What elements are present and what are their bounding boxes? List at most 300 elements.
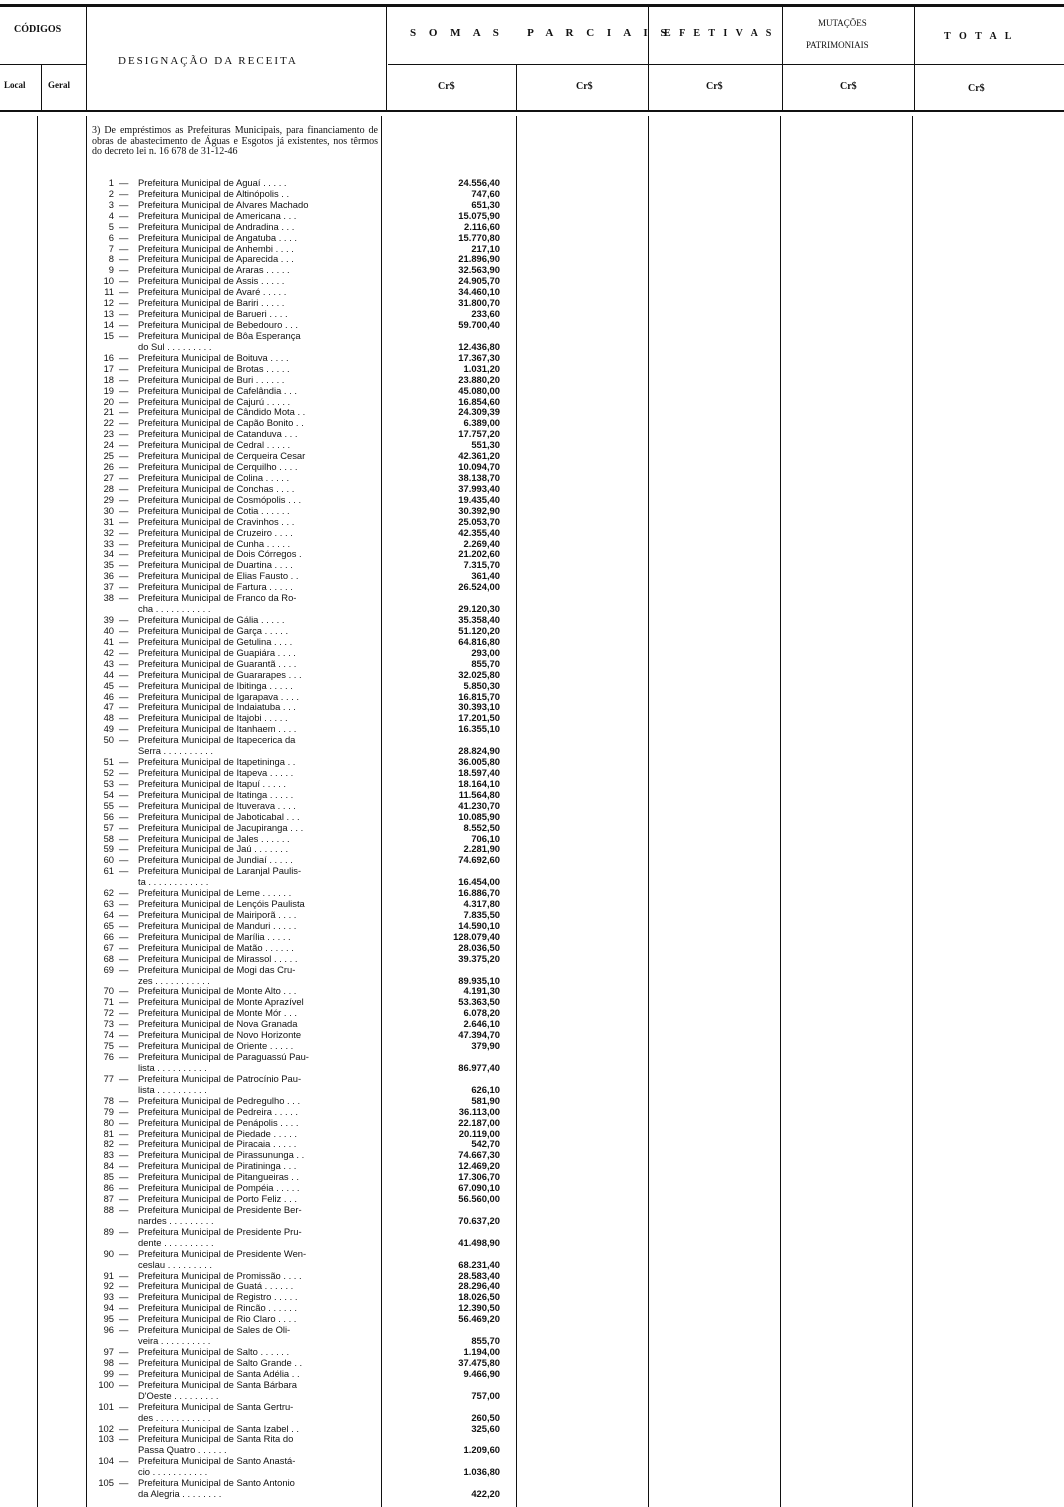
row-number: 66 bbox=[103, 930, 114, 942]
codigos-right-rule bbox=[86, 6, 87, 110]
row-partial-sum: 23.880,20 bbox=[458, 373, 500, 385]
table-row bbox=[0, 1303, 1064, 1314]
table-row bbox=[0, 932, 1064, 943]
row-designation: Prefeitura Municipal de Americana . . . bbox=[138, 210, 297, 221]
row-partial-sum: 11.564,80 bbox=[458, 788, 500, 800]
table-row bbox=[0, 1139, 1064, 1150]
row-designation: Prefeitura Municipal de Jundiaí . . . . . bbox=[138, 855, 293, 866]
table-row bbox=[0, 571, 1064, 582]
row-designation: Prefeitura Municipal de Ituverava . . . . bbox=[138, 800, 296, 811]
currency-total: Cr$ bbox=[968, 83, 985, 94]
row-number: 50 bbox=[103, 734, 114, 746]
table-row bbox=[0, 965, 1064, 987]
row-dash: — bbox=[119, 1094, 129, 1106]
row-designation: Prefeitura Municipal de Itatinga . . . . . bbox=[138, 789, 294, 800]
table-row bbox=[0, 834, 1064, 845]
row-number: 55 bbox=[103, 799, 114, 811]
table-row bbox=[0, 517, 1064, 528]
row-dash: — bbox=[119, 297, 129, 309]
row-designation: Prefeitura Municipal de Guapiára . . . . bbox=[138, 647, 296, 658]
row-partial-sum: 6.389,00 bbox=[463, 417, 500, 429]
table-row bbox=[0, 276, 1064, 287]
row-designation: Prefeitura Municipal de Cerqueira Cesar bbox=[138, 451, 306, 462]
currency-row-divider bbox=[388, 64, 1064, 65]
table-row bbox=[0, 997, 1064, 1008]
row-designation: Prefeitura Municipal de Laranjal Paulis- bbox=[138, 866, 302, 877]
row-designation-continued: lista . . . . . . . . . . bbox=[138, 1083, 207, 1095]
mutacoes-right-rule bbox=[914, 6, 915, 110]
row-designation: Prefeitura Municipal de Jacupiranga . . . bbox=[138, 822, 304, 833]
row-dash: — bbox=[119, 592, 129, 604]
table-row bbox=[0, 178, 1064, 189]
row-designation: Prefeitura Municipal de Capão Bonito . . bbox=[138, 418, 304, 429]
row-number: 4 bbox=[108, 209, 114, 221]
total-header: T O T A L bbox=[944, 31, 1015, 42]
row-dash: — bbox=[119, 690, 129, 702]
row-dash: — bbox=[119, 504, 129, 516]
row-dash: — bbox=[119, 1291, 129, 1303]
efetivas-header: E F E T I V A S bbox=[664, 28, 775, 39]
row-dash: — bbox=[119, 187, 129, 199]
row-designation: Prefeitura Municipal de Salto . . . . . . bbox=[138, 1347, 290, 1358]
row-designation: Prefeitura Municipal de Dois Córregos . bbox=[138, 549, 302, 560]
row-number: 68 bbox=[103, 952, 114, 964]
table-row bbox=[0, 844, 1064, 855]
row-designation: Prefeitura Municipal de Lençóis Paulista bbox=[138, 899, 305, 910]
table-row bbox=[0, 287, 1064, 298]
row-partial-sum: 56.469,20 bbox=[458, 1313, 500, 1325]
row-dash: — bbox=[119, 887, 129, 899]
row-number: 12 bbox=[103, 297, 114, 309]
table-row bbox=[0, 681, 1064, 692]
row-designation: Prefeitura Municipal de Assis . . . . . bbox=[138, 276, 285, 287]
table-row bbox=[0, 462, 1064, 473]
row-partial-sum: 14.590,10 bbox=[458, 919, 500, 931]
row-partial-sum: 5.850,30 bbox=[463, 679, 500, 691]
row-partial-sum: 757,00 bbox=[471, 1389, 500, 1401]
row-dash: — bbox=[119, 1116, 129, 1128]
row-dash: — bbox=[119, 209, 129, 221]
row-partial-sum: 28.036,50 bbox=[458, 941, 500, 953]
row-dash: — bbox=[119, 952, 129, 964]
row-dash: — bbox=[119, 559, 129, 571]
row-designation: Prefeitura Municipal de Aguaí . . . . . bbox=[138, 178, 287, 188]
somas-inner-rule bbox=[516, 64, 517, 110]
row-dash: — bbox=[119, 624, 129, 636]
row-dash: — bbox=[119, 461, 129, 473]
row-dash: — bbox=[119, 766, 129, 778]
row-number: 103 bbox=[98, 1433, 114, 1445]
row-dash: — bbox=[119, 450, 129, 462]
row-designation: Prefeitura Municipal de Oriente . . . . . bbox=[138, 1041, 294, 1052]
table-row bbox=[0, 298, 1064, 309]
table-row bbox=[0, 1380, 1064, 1402]
row-number: 92 bbox=[103, 1280, 114, 1292]
row-designation: Prefeitura Municipal de Indaiatuba . . . bbox=[138, 702, 296, 713]
row-partial-sum: 32.025,80 bbox=[458, 668, 500, 680]
row-dash: — bbox=[119, 635, 129, 647]
row-dash: — bbox=[119, 537, 129, 549]
row-designation: Prefeitura Municipal de Catanduva . . . bbox=[138, 429, 298, 440]
row-designation-continued: veira . . . . . . . . . . bbox=[138, 1335, 211, 1347]
row-partial-sum: 581,90 bbox=[471, 1094, 500, 1106]
row-dash: — bbox=[119, 1302, 129, 1314]
table-row bbox=[0, 528, 1064, 539]
row-number: 43 bbox=[103, 657, 114, 669]
row-dash: — bbox=[119, 821, 129, 833]
row-number: 58 bbox=[103, 832, 114, 844]
row-dash: — bbox=[119, 898, 129, 910]
row-number: 32 bbox=[103, 526, 114, 538]
row-dash: — bbox=[119, 362, 129, 374]
row-dash: — bbox=[119, 198, 129, 210]
row-number: 54 bbox=[103, 788, 114, 800]
row-partial-sum: 28.824,90 bbox=[458, 745, 500, 757]
row-number: 1 bbox=[108, 177, 114, 188]
row-designation: Prefeitura Municipal de Aparecida . . . bbox=[138, 254, 294, 265]
row-number: 27 bbox=[103, 471, 114, 483]
row-dash: — bbox=[119, 395, 129, 407]
table-row bbox=[0, 1292, 1064, 1303]
efetivas-right-rule bbox=[782, 6, 783, 110]
row-dash: — bbox=[119, 865, 129, 877]
row-designation: Prefeitura Municipal de Cerquilho . . . . bbox=[138, 462, 298, 473]
row-number: 23 bbox=[103, 428, 114, 440]
row-designation: Prefeitura Municipal de Guararapes . . . bbox=[138, 669, 302, 680]
row-partial-sum: 21.202,60 bbox=[458, 548, 500, 560]
row-number: 86 bbox=[103, 1182, 114, 1194]
row-partial-sum: 9.466,90 bbox=[463, 1367, 500, 1379]
row-dash: — bbox=[119, 286, 129, 298]
row-number: 88 bbox=[103, 1204, 114, 1215]
row-dash: — bbox=[119, 275, 129, 287]
table-row bbox=[0, 1183, 1064, 1194]
table-row bbox=[0, 397, 1064, 408]
row-designation: Prefeitura Municipal de Cajurú . . . . . bbox=[138, 396, 291, 407]
row-partial-sum: 2.281,90 bbox=[463, 843, 500, 855]
row-dash: — bbox=[119, 701, 129, 713]
table-row bbox=[0, 1008, 1064, 1019]
table-row bbox=[0, 364, 1064, 375]
designacao-header: DESIGNAÇÃO DA RECEITA bbox=[118, 55, 298, 67]
local-geral-divider bbox=[41, 64, 42, 110]
table-row bbox=[0, 757, 1064, 768]
table-row bbox=[0, 440, 1064, 451]
row-dash: — bbox=[119, 788, 129, 800]
row-partial-sum: 10.094,70 bbox=[458, 461, 500, 473]
row-number: 39 bbox=[103, 614, 114, 626]
row-partial-sum: 1.031,20 bbox=[463, 362, 500, 374]
row-dash: — bbox=[119, 177, 129, 188]
row-number: 37 bbox=[103, 581, 114, 593]
row-number: 19 bbox=[103, 384, 114, 396]
table-row bbox=[0, 1281, 1064, 1292]
row-dash: — bbox=[119, 1105, 129, 1117]
row-number: 49 bbox=[103, 723, 114, 735]
row-number: 104 bbox=[98, 1455, 114, 1467]
table-row bbox=[0, 418, 1064, 429]
row-dash: — bbox=[119, 417, 129, 429]
row-partial-sum: 10.085,90 bbox=[458, 810, 500, 822]
row-partial-sum: 74.667,30 bbox=[458, 1149, 500, 1161]
table-row bbox=[0, 1161, 1064, 1172]
table-row bbox=[0, 713, 1064, 724]
table-row bbox=[0, 790, 1064, 801]
row-dash: — bbox=[119, 1018, 129, 1030]
row-dash: — bbox=[119, 329, 129, 341]
table-row bbox=[0, 1030, 1064, 1041]
row-partial-sum: 37.475,80 bbox=[458, 1356, 500, 1368]
table-row bbox=[0, 768, 1064, 779]
row-dash: — bbox=[119, 1455, 129, 1467]
row-designation-continued: dente . . . . . . . . . . bbox=[138, 1236, 214, 1248]
row-dash: — bbox=[119, 646, 129, 658]
row-designation: Prefeitura Municipal de Pompéia . . . . . bbox=[138, 1183, 300, 1194]
row-designation: Prefeitura Municipal de Jales . . . . . . bbox=[138, 833, 290, 844]
table-row bbox=[0, 670, 1064, 681]
table-row bbox=[0, 1347, 1064, 1358]
row-partial-sum: 19.435,40 bbox=[458, 493, 500, 505]
row-dash: — bbox=[119, 1280, 129, 1292]
row-number: 22 bbox=[103, 417, 114, 429]
row-dash: — bbox=[119, 351, 129, 363]
row-number: 5 bbox=[108, 220, 114, 232]
row-dash: — bbox=[119, 319, 129, 331]
row-dash: — bbox=[119, 406, 129, 418]
table-row bbox=[0, 1271, 1064, 1282]
table-row bbox=[0, 407, 1064, 418]
table-row bbox=[0, 986, 1064, 997]
table-row bbox=[0, 1096, 1064, 1107]
row-partial-sum: 18.026,50 bbox=[458, 1291, 500, 1303]
row-number: 75 bbox=[103, 1040, 114, 1052]
table-row bbox=[0, 320, 1064, 331]
row-designation: Prefeitura Municipal de Presidente Pru- bbox=[138, 1226, 302, 1237]
row-dash: — bbox=[119, 843, 129, 855]
table-row bbox=[0, 1041, 1064, 1052]
table-row bbox=[0, 484, 1064, 495]
row-number: 47 bbox=[103, 701, 114, 713]
row-partial-sum: 379,90 bbox=[471, 1040, 500, 1052]
table-row bbox=[0, 899, 1064, 910]
row-number: 46 bbox=[103, 690, 114, 702]
mutacoes-header-line2: PATRIMONIAIS bbox=[806, 40, 869, 50]
row-partial-sum: 855,70 bbox=[471, 1335, 500, 1347]
row-partial-sum: 651,30 bbox=[471, 198, 500, 210]
row-designation: Prefeitura Municipal de Ibitinga . . . . . bbox=[138, 680, 293, 691]
row-number: 74 bbox=[103, 1029, 114, 1041]
row-partial-sum: 64.816,80 bbox=[458, 635, 500, 647]
currency-somas-1: Cr$ bbox=[438, 81, 455, 92]
row-designation: Prefeitura Municipal de Paraguassú Pau- bbox=[138, 1052, 309, 1063]
row-dash: — bbox=[119, 1149, 129, 1161]
row-partial-sum: 70.637,20 bbox=[458, 1214, 500, 1226]
table-row bbox=[0, 1249, 1064, 1271]
row-partial-sum: 41.230,70 bbox=[458, 799, 500, 811]
row-partial-sum: 16.355,10 bbox=[458, 723, 500, 735]
row-partial-sum: 16.854,60 bbox=[458, 395, 500, 407]
row-partial-sum: 233,60 bbox=[471, 308, 500, 320]
row-dash: — bbox=[119, 919, 129, 931]
row-partial-sum: 20.119,00 bbox=[458, 1127, 500, 1139]
row-designation: Prefeitura Municipal de Cafelândia . . . bbox=[138, 385, 297, 396]
row-designation-continued: Serra . . . . . . . . . . bbox=[138, 745, 214, 757]
row-number: 34 bbox=[103, 548, 114, 560]
geral-header: Geral bbox=[48, 80, 70, 90]
row-designation-continued: Passa Quatro . . . . . . bbox=[138, 1444, 227, 1456]
table-row bbox=[0, 1107, 1064, 1118]
row-number: 102 bbox=[98, 1422, 114, 1434]
row-partial-sum: 24.905,70 bbox=[458, 275, 500, 287]
header-top-rule bbox=[0, 4, 1064, 7]
row-partial-sum: 18.164,10 bbox=[458, 777, 500, 789]
row-designation: Prefeitura Municipal de Mirassol . . . . . bbox=[138, 953, 298, 964]
table-row bbox=[0, 593, 1064, 615]
row-number: 73 bbox=[103, 1018, 114, 1030]
row-partial-sum: 2.116,60 bbox=[464, 220, 500, 232]
row-number: 38 bbox=[103, 592, 114, 604]
table-row bbox=[0, 375, 1064, 386]
row-partial-sum: 29.120,30 bbox=[458, 603, 500, 615]
row-number: 40 bbox=[103, 624, 114, 636]
row-designation: Prefeitura Municipal de Piratininga . . . bbox=[138, 1161, 297, 1172]
row-dash: — bbox=[119, 1367, 129, 1379]
row-designation: Prefeitura Municipal de Cosmópolis . . . bbox=[138, 494, 302, 505]
row-partial-sum: 7.835,50 bbox=[463, 909, 500, 921]
row-partial-sum: 21.896,90 bbox=[458, 253, 500, 265]
row-designation: Prefeitura Municipal de Buri . . . . . . bbox=[138, 374, 285, 385]
row-dash: — bbox=[119, 1247, 129, 1259]
row-designation: Prefeitura Municipal de Bebedouro . . . bbox=[138, 320, 298, 331]
row-designation: Prefeitura Municipal de Cândido Mota . . bbox=[138, 407, 306, 418]
row-designation: Prefeitura Municipal de Pirassununga . . bbox=[138, 1150, 305, 1161]
somas-right-rule bbox=[648, 6, 649, 110]
row-number: 72 bbox=[103, 1007, 114, 1019]
row-number: 94 bbox=[103, 1302, 114, 1314]
table-row bbox=[0, 1118, 1064, 1129]
row-designation: Prefeitura Municipal de Santa Rita do bbox=[138, 1434, 294, 1445]
row-number: 41 bbox=[103, 635, 114, 647]
row-number: 42 bbox=[103, 646, 114, 658]
row-dash: — bbox=[119, 799, 129, 811]
header-bottom-rule bbox=[0, 110, 1064, 112]
row-dash: — bbox=[119, 909, 129, 921]
row-designation-continued: ta . . . . . . . . . . . . bbox=[138, 876, 209, 888]
row-partial-sum: 12.436,80 bbox=[458, 340, 500, 352]
row-dash: — bbox=[119, 810, 129, 822]
row-number: 97 bbox=[103, 1346, 114, 1358]
row-partial-sum: 89.935,10 bbox=[458, 974, 500, 986]
row-partial-sum: 16.454,00 bbox=[458, 876, 500, 888]
row-number: 2 bbox=[108, 187, 114, 199]
row-partial-sum: 67.090,10 bbox=[458, 1182, 500, 1194]
row-designation: Prefeitura Municipal de Itapuí . . . . . bbox=[138, 778, 286, 789]
row-number: 25 bbox=[103, 450, 114, 462]
row-dash: — bbox=[119, 1313, 129, 1325]
table-row bbox=[0, 200, 1064, 211]
local-header: Local bbox=[4, 80, 26, 90]
table-row bbox=[0, 1172, 1064, 1183]
row-partial-sum: 36.005,80 bbox=[458, 756, 500, 768]
row-dash: — bbox=[119, 1356, 129, 1368]
row-designation: Prefeitura Municipal de Bariri . . . . . bbox=[138, 298, 285, 309]
table-row bbox=[0, 222, 1064, 233]
row-dash: — bbox=[119, 1422, 129, 1434]
row-number: 65 bbox=[103, 919, 114, 931]
table-row bbox=[0, 812, 1064, 823]
row-partial-sum: 35.358,40 bbox=[458, 614, 500, 626]
row-partial-sum: 16.815,70 bbox=[458, 690, 500, 702]
row-designation: Prefeitura Municipal de Mogi das Cru- bbox=[138, 964, 296, 975]
row-number: 82 bbox=[103, 1138, 114, 1150]
row-number: 31 bbox=[103, 515, 114, 527]
table-row bbox=[0, 855, 1064, 866]
row-designation: Prefeitura Municipal de Itapetininga . . bbox=[138, 757, 296, 768]
row-partial-sum: 24.309,39 bbox=[458, 406, 500, 418]
row-partial-sum: 855,70 bbox=[471, 657, 500, 669]
row-dash: — bbox=[119, 570, 129, 582]
row-number: 71 bbox=[103, 996, 114, 1008]
row-number: 30 bbox=[103, 504, 114, 516]
row-number: 9 bbox=[108, 264, 114, 276]
row-dash: — bbox=[119, 384, 129, 396]
row-dash: — bbox=[119, 668, 129, 680]
row-dash: — bbox=[119, 308, 129, 320]
row-number: 53 bbox=[103, 777, 114, 789]
row-partial-sum: 17.367,30 bbox=[458, 351, 500, 363]
table-row bbox=[0, 1150, 1064, 1161]
row-dash: — bbox=[119, 930, 129, 942]
row-designation: Prefeitura Municipal de Santa Gertru- bbox=[138, 1401, 294, 1412]
row-designation-continued: cio . . . . . . . . . . . bbox=[138, 1466, 208, 1478]
row-dash: — bbox=[119, 493, 129, 505]
row-designation: Prefeitura Municipal de Sales de Oli- bbox=[138, 1325, 291, 1336]
row-partial-sum: 56.560,00 bbox=[458, 1193, 500, 1205]
row-number: 77 bbox=[103, 1072, 114, 1084]
row-designation-continued: lista . . . . . . . . . . bbox=[138, 1061, 207, 1073]
currency-somas-2: Cr$ bbox=[576, 81, 593, 92]
row-designation: Prefeitura Municipal de Avaré . . . . . bbox=[138, 287, 287, 298]
row-partial-sum: 16.886,70 bbox=[458, 887, 500, 899]
row-designation: Prefeitura Municipal de Altinópolis . . bbox=[138, 188, 290, 199]
row-designation: Prefeitura Municipal de Jaboticabal . . . bbox=[138, 811, 300, 822]
row-partial-sum: 31.800,70 bbox=[458, 297, 500, 309]
row-designation: Prefeitura Municipal de Itanhaem . . . . bbox=[138, 724, 297, 735]
row-designation: Prefeitura Municipal de Piracaia . . . . . bbox=[138, 1139, 297, 1150]
row-dash: — bbox=[119, 1346, 129, 1358]
row-number: 3 bbox=[108, 198, 114, 210]
row-number: 6 bbox=[108, 231, 114, 243]
table-row bbox=[0, 735, 1064, 757]
row-designation: Prefeitura Municipal de Anhembi . . . . bbox=[138, 243, 294, 254]
row-number: 45 bbox=[103, 679, 114, 691]
row-partial-sum: 4.191,30 bbox=[463, 985, 500, 997]
row-designation: Prefeitura Municipal de Monte Mór . . . bbox=[138, 1008, 297, 1019]
row-dash: — bbox=[119, 373, 129, 385]
row-designation: Prefeitura Municipal de Bôa Esperança bbox=[138, 330, 301, 341]
row-designation: Prefeitura Municipal de Rio Claro . . . . bbox=[138, 1314, 297, 1325]
row-number: 60 bbox=[103, 854, 114, 866]
row-dash: — bbox=[119, 1193, 129, 1205]
row-dash: — bbox=[119, 220, 129, 232]
row-designation: Prefeitura Municipal de Angatuba . . . . bbox=[138, 232, 297, 243]
row-designation: Prefeitura Municipal de Monte Aprazível bbox=[138, 997, 304, 1008]
row-dash: — bbox=[119, 1127, 129, 1139]
row-designation: Prefeitura Municipal de Cunha . . . . . bbox=[138, 538, 291, 549]
row-partial-sum: 32.563,90 bbox=[458, 264, 500, 276]
table-row bbox=[0, 954, 1064, 965]
row-partial-sum: 68.231,40 bbox=[458, 1258, 500, 1270]
